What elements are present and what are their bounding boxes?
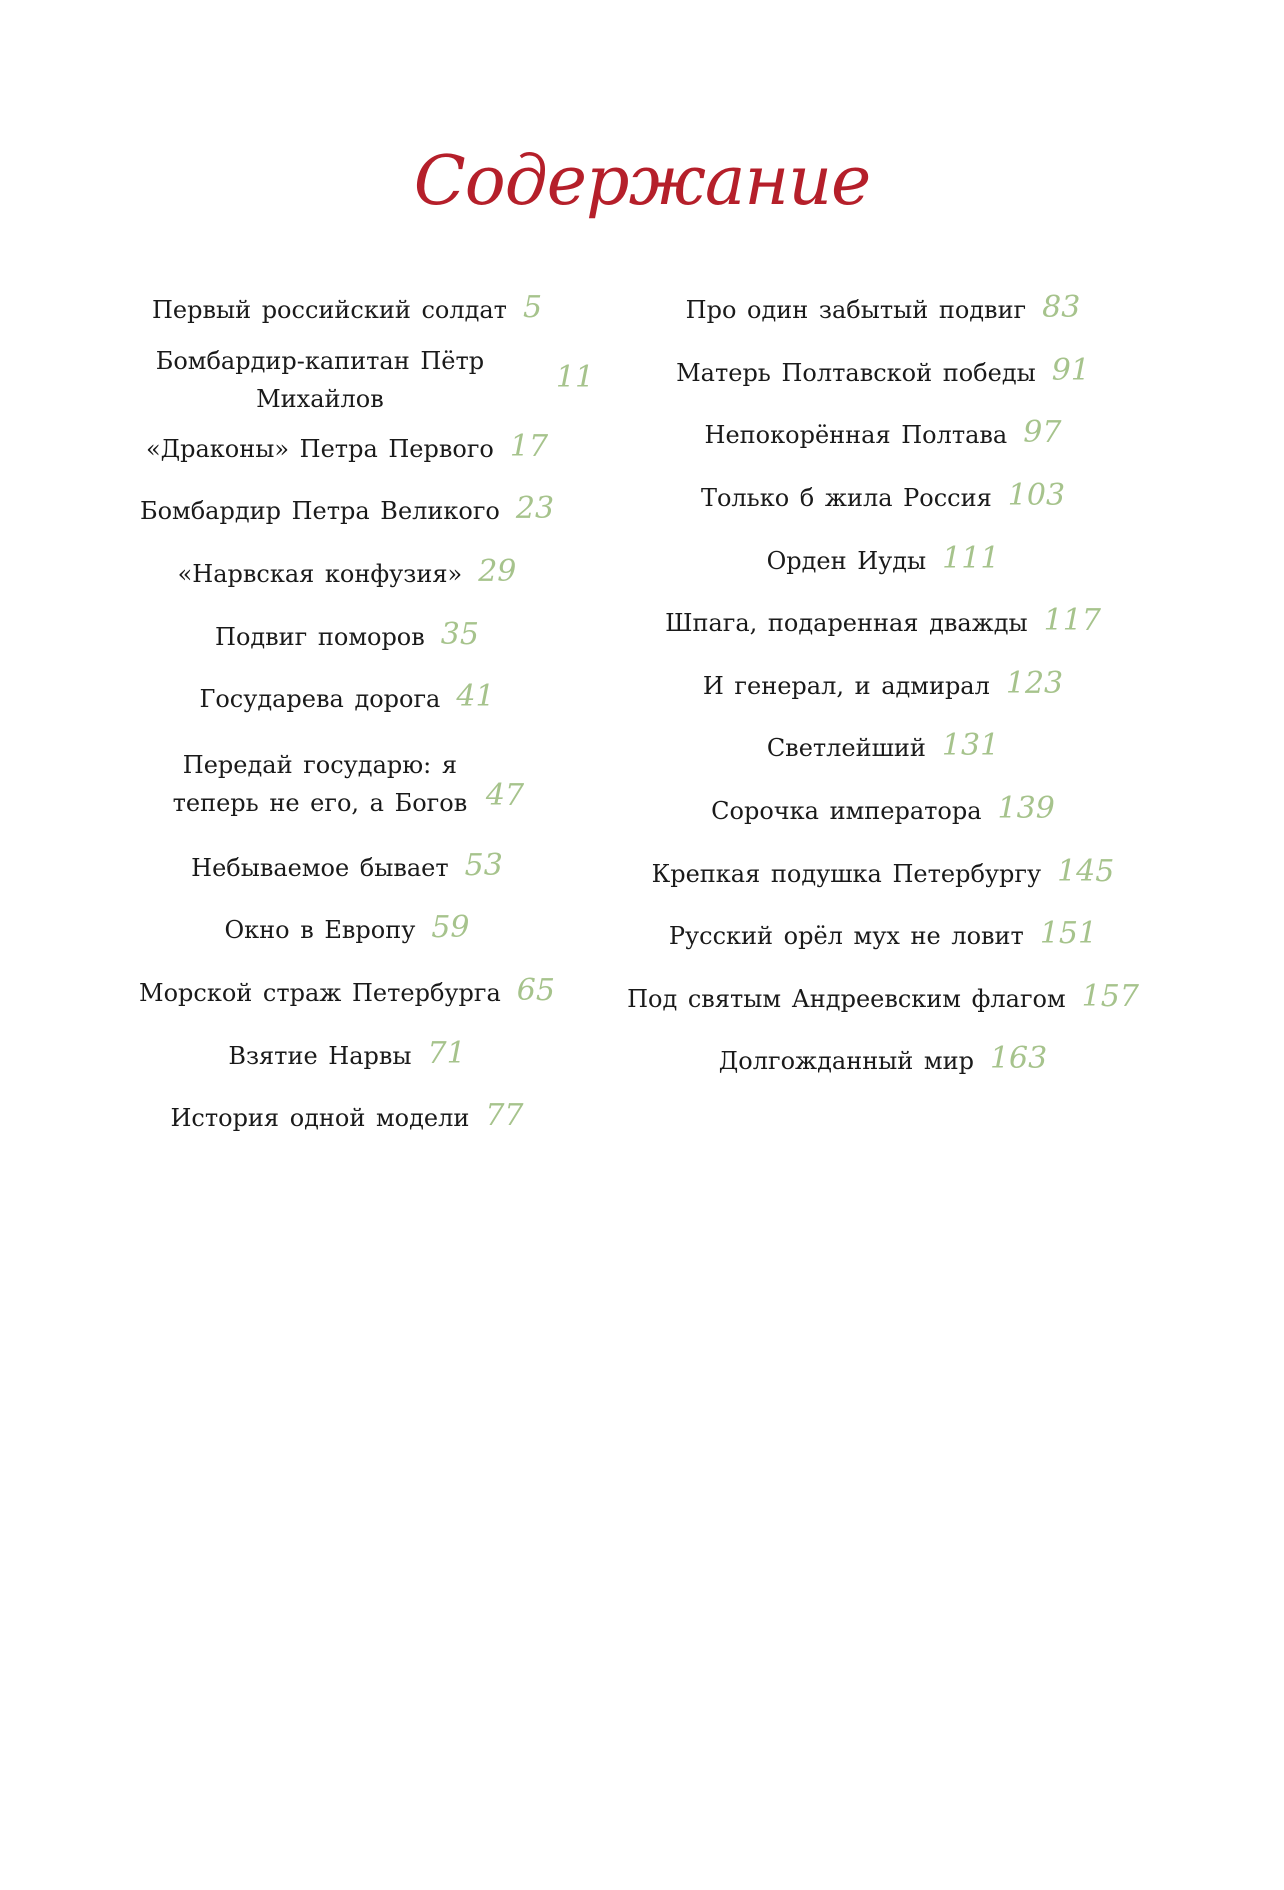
toc-entry[interactable] — [573, 842, 1193, 905]
toc-entry[interactable] — [37, 899, 657, 962]
toc-entry-title: Передай государю: я теперь не его, а Богов — [172, 750, 468, 817]
toc-entry[interactable] — [37, 668, 657, 731]
toc-entry-title: Матерь Полтавской победы — [676, 358, 1036, 387]
toc-entry-page-number: 123 — [1005, 665, 1064, 701]
toc-entry-page-number: 83 — [1042, 290, 1081, 326]
toc-entry[interactable] — [573, 467, 1193, 530]
toc-entry-title: Под святым Андреевским флагом — [627, 984, 1066, 1013]
toc-entry-page-number: 23 — [515, 491, 555, 527]
toc-entry-title: Морской страж Петербурга — [139, 979, 501, 1008]
toc-entry-title: Орден Иуды — [766, 546, 927, 575]
toc-entry-page-number: 131 — [941, 728, 1000, 764]
toc-entry-page-number: 29 — [478, 554, 517, 590]
toc-entry-page-number: 77 — [485, 1098, 524, 1134]
toc-entry-title: Только б жила Россия — [700, 484, 992, 513]
toc-entry-title: «Нарвская конфузия» — [177, 560, 463, 589]
toc-entry-page-number: 65 — [516, 973, 555, 1009]
toc-entry[interactable] — [573, 1030, 1193, 1093]
toc-entry[interactable] — [573, 592, 1193, 655]
toc-entry-title: Небываемое бывает — [191, 853, 449, 882]
toc-entry[interactable] — [573, 529, 1193, 592]
toc-entry-title: И генерал, и адмирал — [702, 671, 990, 700]
toc-entry-page-number: 163 — [989, 1041, 1048, 1077]
toc-entry[interactable] — [37, 837, 657, 900]
toc-entry-page-number: 111 — [942, 540, 1000, 576]
toc-entry[interactable] — [37, 279, 657, 342]
toc-entry[interactable] — [37, 418, 657, 481]
toc-entry-page-number: 151 — [1039, 916, 1098, 952]
toc-entry-page-number: 35 — [440, 616, 479, 652]
toc-entry-page-number: 157 — [1081, 978, 1139, 1014]
toc-entry-title: Первый российский солдат — [151, 296, 507, 325]
toc-entry-title: История одной модели — [170, 1104, 470, 1133]
toc-entry-page-number: 17 — [509, 428, 549, 464]
toc-entry-title: Крепкая подушка Петербургу — [651, 859, 1042, 888]
toc-entry-title: Взятие Нарвы — [228, 1041, 412, 1070]
toc-entry-page-number: 71 — [427, 1035, 466, 1071]
toc-entry[interactable] — [573, 780, 1193, 843]
toc-entry-title: «Драконы» Петра Первого — [145, 434, 494, 463]
toc-entry[interactable] — [573, 655, 1193, 718]
toc-entry[interactable] — [37, 543, 657, 606]
toc-entry[interactable] — [573, 404, 1193, 467]
toc-entry-title: Русский орёл мух не ловит — [668, 922, 1024, 951]
toc-entry[interactable] — [37, 342, 657, 418]
toc-entry-page-number: 59 — [431, 910, 470, 946]
toc-entry[interactable] — [37, 734, 657, 834]
toc-entry-page-number: 41 — [456, 679, 495, 715]
toc-entry-page-number: 103 — [1007, 478, 1066, 514]
toc-entry-title: Шпага, подаренная дважды — [665, 609, 1028, 638]
toc-entry-page-number: 97 — [1023, 415, 1062, 451]
toc-entry-title: Непокорённая Полтава — [704, 421, 1008, 450]
toc-entry[interactable] — [573, 717, 1193, 780]
toc-entry-title: Светлейший — [766, 734, 926, 763]
toc-entry[interactable] — [37, 605, 657, 668]
toc-entry-title: Долгожданный мир — [718, 1047, 974, 1076]
toc-entry-title: Бомбардир Петра Великого — [139, 497, 500, 526]
toc-entry[interactable] — [37, 480, 657, 543]
toc-entry-page-number: 117 — [1043, 603, 1101, 639]
toc-entry-title: Государева дорога — [199, 685, 441, 714]
toc-entry-title: Про один забытый подвиг — [685, 296, 1027, 325]
toc-entry[interactable] — [37, 962, 657, 1025]
toc-entry-page-number: 53 — [464, 847, 503, 883]
toc-entry-page-number: 145 — [1057, 853, 1115, 889]
toc-entry[interactable] — [573, 968, 1193, 1031]
toc-entry[interactable] — [573, 279, 1193, 342]
toc-title: Содержание — [413, 142, 871, 221]
toc-entry-title: Сорочка императора — [711, 797, 982, 826]
toc-entry[interactable] — [573, 342, 1193, 405]
toc-entry[interactable] — [37, 1024, 657, 1087]
toc-right-column — [573, 279, 1193, 1093]
toc-entry-title: Бомбардир-капитан Пётр Михайлов — [155, 346, 485, 413]
toc-entry[interactable] — [37, 1087, 657, 1150]
toc-entry-title: Окно в Европу — [224, 916, 416, 945]
toc-entry-page-number: 91 — [1051, 352, 1090, 388]
toc-entry[interactable] — [573, 905, 1193, 968]
toc-left-column — [37, 279, 657, 1150]
toc-entry-page-number: 11 — [555, 359, 595, 395]
toc-entry-page-number: 139 — [997, 791, 1055, 827]
toc-entry-page-number: 5 — [522, 290, 543, 326]
toc-entry-title: Подвиг поморов — [215, 622, 425, 651]
toc-entry-page-number: 47 — [485, 777, 525, 813]
